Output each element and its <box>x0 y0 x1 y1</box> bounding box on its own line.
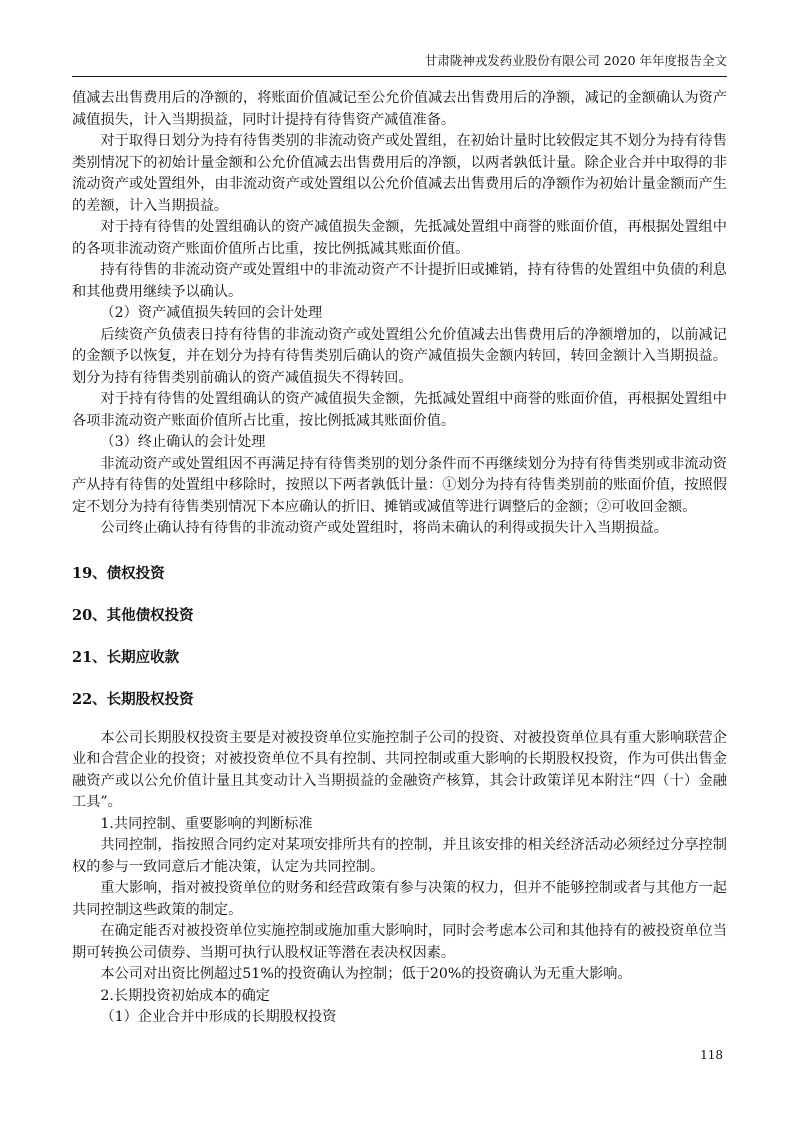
page-footer <box>700 1048 723 1062</box>
paragraph: 1.共同控制、重要影响的判断标准 <box>100 815 313 832</box>
paragraph: 在确定能否对被投资单位实施控制或施加重大影响时，同时会考虑本公司和其他持有的被投资单位当期可转换公司债券、当期可执行认股权证等潜在表决权因素。 <box>72 923 727 961</box>
section-heading: 20、其他债权投资 <box>72 606 194 624</box>
header-title: 甘肃陇神戎发药业股份有限公司 2020 年年度报告全文 <box>424 53 727 68</box>
paragraph: （3）终止确认的会计处理 <box>100 434 266 450</box>
section-heading: 21、长期应收款 <box>72 648 180 666</box>
page-header <box>72 0 727 77</box>
paragraph: 对于持有待售的处置组确认的资产减值损失金额，先抵减处置组中商誉的账面价值，再根据处置组中各项非流动资产账面价值所占比重，按比例抵减其账面价值。 <box>72 391 727 429</box>
section-heading: 19、债权投资 <box>72 564 165 582</box>
paragraph: 重大影响，指对被投资单位的财务和经营政策有参与决策的权力，但并不能够控制或者与其他方一起共同控制这些政策的制定。 <box>72 880 727 918</box>
paragraph: 本公司长期股权投资主要是对被投资单位实施控制子公司的投资、对被投资单位具有重大影响联营企业和合营企业的投资；对被投资单位不具有控制、共同控制或重大影响的长期股权投资，作为可供出售金融资产或以公允价值计量且其变动计入当期损益的金融资产核算，其会计政策详见本附注“四（十）金融工具”。 <box>72 729 727 810</box>
paragraph: 2.长期投资初始成本的确定 <box>100 987 270 1004</box>
document-body <box>72 88 727 1029</box>
paragraph: 后续资产负债表日持有待售的非流动资产或处置组公允价值减去出售费用后的净额增加的，以前减记的金额予以恢复，并在划分为持有待售类别后确认的资产减值损失金额内转回，转回金额计入当期损益。划分为持有待售类别前确认的资产减值损失不得转回。 <box>72 326 727 386</box>
paragraph: 对于持有待售的处置组确认的资产减值损失金额，先抵减处置组中商誉的账面价值，再根据处置组中的各项非流动资产账面价值所占比重，按比例抵减其账面价值。 <box>72 219 727 257</box>
paragraph: （2）资产减值损失转回的会计处理 <box>100 305 323 321</box>
paragraph: 非流动资产或处置组因不再满足持有待售类别的划分条件而不再继续划分为持有待售类别或非流动资产从持有待售的处置组中移除时，按照以下两者孰低计量：①划分为持有待售类别前的账面价值，按照假定不划分为持有待售类别情况下本应确认的折旧、摊销或减值等进行调整后的金额；②可收回金额。 <box>72 455 727 515</box>
paragraph: 值减去出售费用后的净额的，将账面价值减记至公允价值减去出售费用后的净额，减记的金额确认为资产减值损失，计入当期损益，同时计提持有待售资产减值准备。 <box>72 90 727 128</box>
header-divider <box>72 76 727 77</box>
section-heading: 22、长期股权投资 <box>72 690 194 708</box>
paragraph: 持有待售的非流动资产或处置组中的非流动资产不计提折旧或摊销，持有待售的处置组中负债的利息和其他费用继续予以确认。 <box>72 262 727 300</box>
paragraph: （1）企业合并中形成的长期股权投资 <box>100 1009 337 1025</box>
paragraph: 对于取得日划分为持有待售类别的非流动资产或处置组，在初始计量时比较假定其不划分为持有待售类别情况下的初始计量金额和公允价值减去出售费用后的净额，以两者孰低计量。除企业合并中取得的非流动资产或处置组外，由非流动资产或处置组以公允价值减去出售费用后的净额作为初始计量金额而产生的差额，计入当期损益。 <box>72 133 727 214</box>
paragraph: 共同控制，指按照合同约定对某项安排所共有的控制，并且该安排的相关经济活动必须经过分享控制权的参与一致同意后才能决策，认定为共同控制。 <box>72 837 727 875</box>
page-number: 118 <box>700 1048 723 1062</box>
paragraph: 本公司对出资比例超过51%的投资确认为控制；低于20%的投资确认为无重大影响。 <box>100 966 632 982</box>
paragraph: 公司终止确认持有待售的非流动资产或处置组时，将尚未确认的利得或损失计入当期损益。 <box>100 520 668 536</box>
